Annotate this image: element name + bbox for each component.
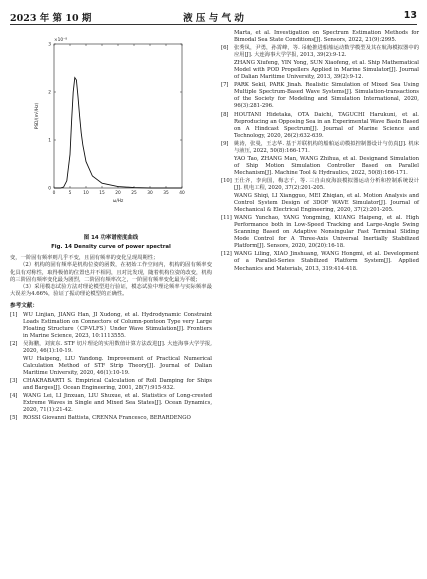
- references-heading: 参考文献：: [10, 302, 38, 309]
- reference-item: [221, 112, 419, 140]
- reference-number: [12]: [221, 251, 232, 258]
- reference-item: [10, 393, 212, 414]
- y-tick-label: 0: [48, 186, 51, 192]
- reference-item: [10, 356, 212, 377]
- x-axis-label: ω/Hz: [112, 199, 124, 204]
- reference-text: YAO Tao, ZHANG Man, WANG Zhihua, et al. Designand Simulation of Ship Motion Simulation Controller Based on Parallel Mechanism[J]. Machine Tool & Hydraulics, 2022, 50(8):166-171.: [234, 155, 419, 176]
- reference-item: [10, 312, 212, 340]
- conclusion-paragraph-2: （2）机构的固有频率是机构位姿的函数，在初始工作空间内，机构的固有频率变化具有对称性，取得极值的位置也并不相同，且对比发现，随着机构位姿的改变，机构的三阶固有频率变化最为剧烈，二阶固有频率次之，一阶固有频率变化最为平缓；: [10, 262, 212, 283]
- reference-text: WU Haipeng, LIU Yandong. Improvement of Practical Numerical Calculation Method of STF Strip Theory[J]. Journal of Dalian Maritime University, 2020, 46(1):10-19.: [23, 356, 212, 377]
- left-column: [10, 30, 212, 423]
- reference-text: 张秀凤，尹勇，孙霄峰，等. 吊舱推进船舶运动数学模型及其在航海模拟器中的应用[J]. 大连海事大学学报, 2013, 39(2):9-12.: [234, 45, 419, 59]
- x-tick-label: 0: [52, 191, 56, 196]
- x-tick-label: 20: [115, 191, 121, 196]
- reference-text: PARK Sekil, PARK Jinah. Realistic Simulation of Mixed Sea Using Multiple Spectrum-Based Wave Systems[J]. Simulation-transactions of the Society for Modeling and Simulation International, 2020, 96(3):281-296.: [234, 82, 419, 110]
- references-list-left: [10, 312, 212, 423]
- journal-title: 液 压 与 气 动: [183, 13, 244, 24]
- y-tick-label: 1: [48, 138, 51, 144]
- psd-series-line: [54, 78, 182, 188]
- exponent-label: ×10⁻⁸: [54, 38, 68, 43]
- reference-item: [221, 193, 419, 214]
- reference-text: WANG Shiqi, LI Xiangguo, MEI Zhiqian, et al. Motion Analysis and Control System Design of 3DOF WAVE Simulator[J]. Journal of Mechanical & Electrical Engineering, 2020, 37(2):201-205.: [234, 193, 419, 214]
- reference-item: [221, 178, 419, 192]
- reference-number: [7]: [221, 82, 229, 89]
- reference-text: WANG Lei, LI Jinxuan, LIU Shuxue, et al. Statistics of Long-crested Extreme Waves in Single and Mixed Sea States[J]. Ocean Dynamics, 2020, 71(1):21-42.: [23, 393, 212, 414]
- reference-item: [221, 215, 419, 250]
- reference-number: [221, 60, 234, 81]
- reference-text: CHAKRABARTI S. Empirical Calculation of Roll Damping for Ships and Barges[J]. Ocean Engineering, 2001, 28(7):915-932.: [23, 378, 212, 392]
- y-tick-label: 2: [48, 90, 51, 96]
- x-tick-label: 25: [131, 191, 137, 196]
- running-header: [10, 6, 417, 22]
- page-number: 13: [403, 10, 417, 21]
- reference-item: [221, 45, 419, 59]
- reference-item: [221, 82, 419, 110]
- reference-number: [11]: [221, 215, 232, 222]
- reference-text: 姚涛，张曼，王志华. 基于并联机构的船舶运动模拟控制器设计与仿真[J]. 机床与液压, 2022, 50(8):166-171.: [234, 140, 419, 154]
- reference-item: [10, 378, 212, 392]
- reference-item: [221, 60, 419, 81]
- figure-14: [10, 30, 212, 235]
- reference-text: 王仕齐，李向国，梅志千，等. 三自由度海浪模拟器运动分析和控制系统设计[J]. 机电工程, 2020, 37(2):201-205.: [234, 177, 419, 191]
- reference-text: Marta, et al. Investigation on Spectrum Estimation Methods for Bimodal Sea State Conditions[J]. Sensors, 2022, 21(9):2995.: [234, 30, 419, 44]
- y-tick-label: 3: [48, 42, 51, 48]
- reference-text: WANG Liling, XIAO Jinshuang, WANG Hongmi, et al. Development of a Parallel-Series Stabilized Platform System[J]. Applied Mechanics and Materials, 2013, 319:414-418.: [234, 251, 419, 272]
- reference-item: [221, 156, 419, 177]
- reference-text: ROSSI Giovanni Battista, CRENNA Francesco, BERARDENGO: [23, 415, 191, 422]
- reference-number: [4]: [10, 393, 18, 400]
- right-column: [221, 30, 419, 274]
- issue-label: 2023 年 第 10 期: [10, 13, 92, 24]
- figure-caption-en: Fig. 14 Density curve of power spectral: [51, 244, 171, 251]
- x-tick-label: 40: [179, 191, 185, 196]
- reference-number: [1]: [10, 311, 18, 318]
- reference-number: [2]: [10, 340, 18, 347]
- reference-text: WU Linjian, JIANG Han, JI Xudong, et al. Hydrodynamic Constraint Loads Estimation on Connectors of Column-pontoon Type very Large Floating Structure（CP-VLFS）Under Wave Stimulation[J]. Frontiers in Marine Science, 2023, 10:1113555.: [23, 311, 212, 339]
- x-tick-label: 10: [83, 191, 89, 196]
- reference-text: ZHANG Xiufeng, YIN Yong, SUN Xiaofeng, et al. Ship Mathematical Model with POD Propellers Applied in Marine Simulator[J]. Journal of Dalian Maritime University, 2013, 39(2):9-12.: [234, 60, 419, 81]
- conclusion-paragraph-1: 变，一阶固有频率则几乎不变，且固有频率的变化呈现周期性；: [10, 255, 159, 262]
- reference-item: [10, 341, 212, 355]
- plot-frame: [54, 44, 182, 188]
- reference-number: [3]: [10, 378, 18, 385]
- reference-item: [221, 30, 419, 44]
- y-axis-label: PSD/(m²/Hz): [35, 102, 40, 130]
- reference-text: HOUTANI Hidetaka, OTA Daichi, TAGUCHI Harukuni, et al. Reproducing an Opposing Sea in an Experimental Wave Basin Based on A Hindcast Spectrum[J]. Journal of Marine Science and Technology, 2020, 26(2):632-639.: [234, 111, 419, 139]
- reference-item: [221, 251, 419, 272]
- reference-text: WANG Yunchao, YANG Yongming, KUANG Haipeng, et al. High Performance both in Low-Speed Tracking and Large-Angle Swing Scanning Based on Adaptive Nonsingular Fast Terminal Sliding Mode Control for A Three-Axis Universal Inertially Stabilized Platform[J]. Sensors, 2020, 20(20):16-18.: [234, 215, 419, 250]
- psd-chart: [10, 30, 210, 208]
- reference-number: [221, 156, 234, 177]
- reference-item: [10, 415, 212, 422]
- x-tick-label: 30: [147, 191, 153, 196]
- reference-number: [10, 356, 23, 377]
- reference-number: [221, 30, 234, 44]
- reference-number: [9]: [221, 140, 229, 147]
- conclusion-paragraph-3: （3）采用模态试验方法对理论模型进行验证，模态试验中理论频率与实际频率最大误差为4.66%，验证了振动理论模型的正确性。: [10, 283, 212, 297]
- reference-number: [8]: [221, 111, 229, 118]
- figure-caption-cn: 图 14 功率谱密度曲线: [83, 235, 139, 241]
- reference-number: [5]: [10, 415, 18, 422]
- header-rule: [10, 24, 417, 25]
- reference-number: [10]: [221, 177, 232, 184]
- reference-text: 吴海鹏，刘寅东. STF 切片理论的实用数值计算方法改进[J]. 大连海事大学学报, 2020, 46(1):10-19.: [23, 340, 212, 354]
- reference-number: [221, 193, 234, 214]
- reference-number: [6]: [221, 45, 229, 52]
- references-list-right: [221, 30, 419, 273]
- reference-item: [221, 141, 419, 155]
- x-tick-label: 15: [99, 191, 105, 196]
- x-tick-label: 35: [163, 191, 169, 196]
- x-tick-label: 5: [68, 191, 72, 196]
